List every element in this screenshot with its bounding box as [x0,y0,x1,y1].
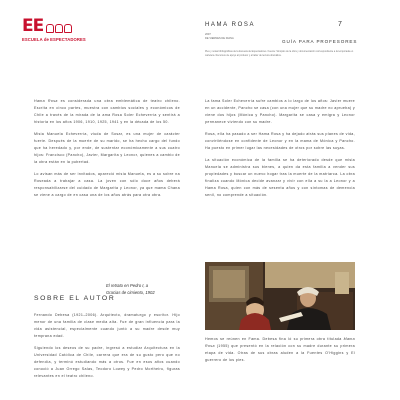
school-logo [22,16,86,42]
page-number: 7 [338,21,342,28]
stage-photo-illustration [205,262,355,330]
author-paragraph: Siguiendo los deseos de su padre, ingresó a estudiar Arquitectura en la Universidad Católica de Chile, carrera que era de su gusto pero que no defendía, y terminó estudiando más a otros. Fue en esos años cuando conoció a Juan Orrego Salas, Teodoro Lowey y Pedro Mortheiru, figuras relevantes en el teatro chileno. [34,346,180,378]
header-meta [205,33,234,41]
plot-column [205,98,355,204]
header-meta-line: 2007 [205,33,211,36]
synopsis-paragraph: Misia Manuela Echeverría, viuda de Sosar, es una mujer de carácter fuerte. Después de la muerte de su marido, se ha hecho cargo del fundo que ha heredado y, por ende, de sustentar económicamente a sus cuatro hijos: Francisco (Pancho), Javier, Margarita y Leonor, quienes a cambio de la obra están en la pubertad. [34,132,180,164]
theater-seats-icon [46,24,72,33]
author-paragraph [205,336,355,364]
section-title: SOBRE EL AUTOR [34,295,116,302]
logo-mark [22,18,82,35]
guide-label: GUÍA PARA PROFESORES [282,39,358,44]
paragraph-text: (1955) que presentó en la relación con su madre durante su primera etapa de vida. Otras de sus obras aluden a la Fuentes O'Higgins y El guerrero de los pies. [205,344,355,362]
author-column [34,312,180,385]
play-title: Hama Rosa [34,99,58,103]
synopsis-column [34,98,180,204]
paragraph-text: Hemos se reúnen en Fama. Debesa fina ló su primera obra titulada [205,337,344,341]
caption-line: Gracias de cimiento, 1902 [106,290,155,295]
header-meta-line: DE VIERNES DE DIANA [205,37,234,40]
plot-paragraph: La fama Soler Echeverría sufre cambios a lo largo de los años: Javier muere en un accidente, Pancho se casa (con una mujer que su madre no aprueba) y viene dos hijos (Mónica y Pancho). Margarita se casa y emigra y Leonor permanece viviendo con su madre. [205,99,355,124]
logo-tagline: ESCUELA de ESPECTADORES [22,37,86,42]
plot-paragraph: La situación económica de la familia se ha deteriorado desde que misia Manuela se administra sus bienes, a quien da esta familia a vender sus propiedades y buscar un nuevo hogar tras la muerte de la matriarca. La obra finaliza cuando Mónica decide avanzar y vivir con ella a su la a Leonor y a Hama Rosa, quien con más de sesenta años y con síntomas de demencia senil, no comprende a situación. [205,158,355,197]
author-paragraph: Fernando Debesa (1921–2006). Arquitecto, dramaturgo y escritor. Hijo menor de una familia de clase media alta. Fue de gran influencia para la vida asistencial, especialmente cuando juntó a su madre desde muy temprana edad. [34,313,180,338]
logo-letters: EE [22,16,44,36]
header-notes: Pies y notas bibliográficas de la Escuela de Espectadores. Fuente: Sinopsis de la obra y documentación correspondiente a la temporada en cartelera. Recursos de apoyo al profesor y al taller de lectura dramática. [205,50,354,57]
synopsis-paragraph: Lo avisan más de ser invitados, apareció misia Manuela, es a su sobre na Roseada a trabajar a casa. La joven con sólo doce años deberá responsabilizarse del cuidado de Margarita y Leonor, ya que mama Chana se viene a cargo de en casa una de los años atrás para otra obra. [34,172,180,197]
page-header-title: HAMA ROSA [205,22,256,28]
author-continuation [205,336,355,369]
plot-paragraph: Rosa, ella ha pasado a ser Hama Rosa y ha dejado atrás sus planes de vida, convirtiéndose en confidente de Leonor y en la mama de Mónica y Pancho. Ha puesto en primer lugar las necesidades de otros por sobre las suyas. [205,132,355,150]
play-title: Mama Rosa [205,337,355,348]
stage-photo [205,262,355,330]
paragraph-text: es considerada una obra emblemática de teatro chileno. Escrita en cinco partes, muestra con cambios sociales y económicos de Chile a través de la mirada de la ama Rosa Soler Echeverría y sentirá a historia en los años 1906, 1910, 1925, 1941 y en la década de los 50. [34,99,181,124]
synopsis-paragraph [34,98,180,126]
image-caption [106,282,155,296]
caption-line: El retrato en Pedro I, a [106,283,149,288]
